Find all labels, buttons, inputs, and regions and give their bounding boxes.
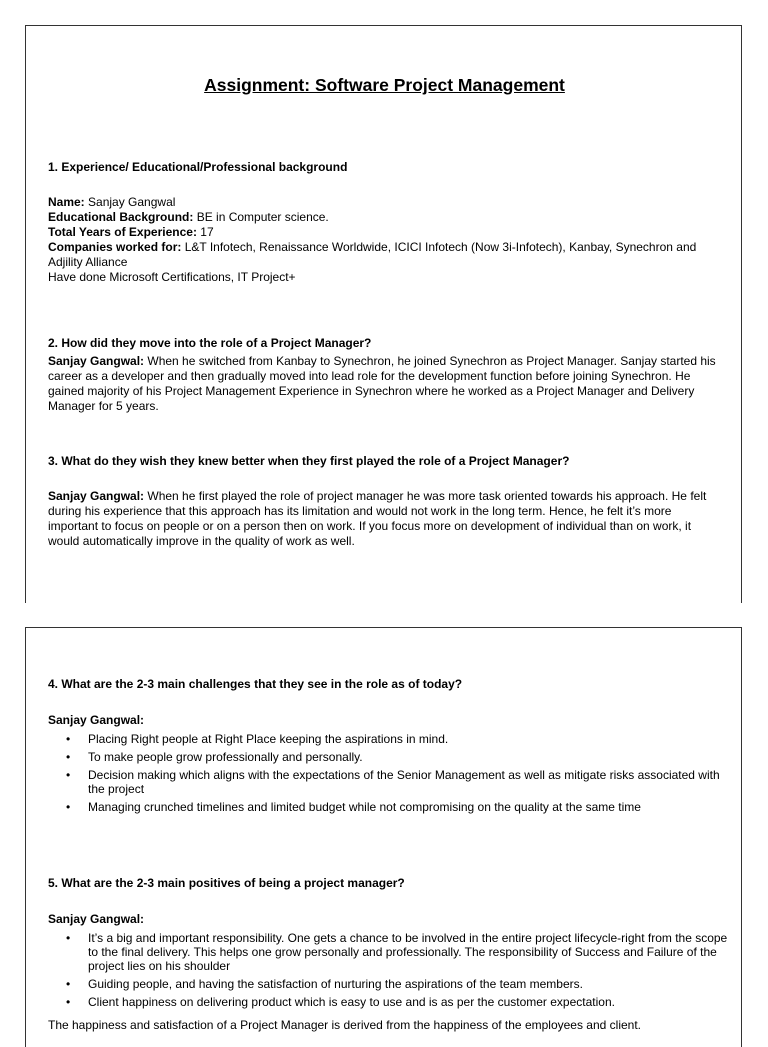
education-value: BE in Computer science. [193,210,329,224]
experience-line: Total Years of Experience: 17 [48,225,214,239]
page-gap [0,603,768,627]
section-4-list [48,732,728,818]
section-1-heading: 1. Experience/ Educational/Professional background [48,160,348,174]
list-item: • Managing crunched timelines and limited budget while not compromising on the quality at the same time [48,800,728,814]
certifications-line: Have done Microsoft Certifications, IT Project+ [48,270,296,284]
section-2-heading: 2. How did they move into the role of a Project Manager? [48,336,372,350]
section-5-speaker: Sanjay Gangwal: [48,912,145,926]
name-line: Name: Sanjay Gangwal [48,195,176,209]
name-value: Sanjay Gangwal [84,195,176,209]
document-page-1 [25,25,742,603]
companies-value: L&T Infotech, Renaissance Worldwide, ICICI Infotech (Now 3i-Infotech), Kanbay, Synechron and Adjility Alliance [48,240,697,269]
section-5-heading: 5. What are the 2-3 main positives of being a project manager? [48,876,405,890]
companies-line: Companies worked for: L&T Infotech, Renaissance Worldwide, ICICI Infotech (Now 3i-Infotech), Kanbay, Synechron and Adjility Alliance [48,240,697,269]
section-1-details [48,195,723,285]
section-3-heading: 3. What do they wish they knew better when they first played the role of a Project Manager? [48,454,570,468]
experience-value: 17 [196,225,214,239]
list-item: • It’s a big and important responsibility. One gets a chance to be involved in the entire project lifecycle-right from the scope to the final delivery. This helps one grow personally and professionally. The responsibility of Success and Failure of the project lies on his shoulder [48,931,728,973]
list-item: • To make people grow professionally and personally. [48,750,728,764]
section-3-answer: Sanjay Gangwal: When he first played the role of project manager he was more task oriented towards his approach. He felt during his experience that this approach has its limitation and would not work in the long term. Hence, he felt it’s more important to focus on people or on a person then on work. If you focus more on development of individual than on work, it would automatically improve in the quality of work as well. [48,489,707,548]
section-5-list [48,931,728,1013]
section-4-heading: 4. What are the 2-3 main challenges that they see in the role as of today? [48,677,463,691]
education-line: Educational Background: BE in Computer science. [48,210,329,224]
list-item: • Client happiness on delivering product which is easy to use and is as per the customer expectation. [48,995,728,1009]
document-title: Assignment: Software Project Management [204,75,565,95]
list-item: • Decision making which aligns with the expectations of the Senior Management as well as mitigate risks associated with the project [48,768,728,796]
list-item: • Placing Right people at Right Place keeping the aspirations in mind. [48,732,728,746]
document-page-2 [25,627,742,1047]
section-4-speaker: Sanjay Gangwal: [48,713,145,727]
section-5-closing: The happiness and satisfaction of a Project Manager is derived from the happiness of the employees and client. [48,1018,642,1032]
section-2-answer: Sanjay Gangwal: When he switched from Kanbay to Synechron, he joined Synechron as Project Manager. Sanjay started his career as a developer and then gradually moved into lead role for the development function before joining Synechron. He gained majority of his Project Management Experience in Synechron where he worked as a Project Manager and Delivery Manager for 5 years. [48,354,716,413]
list-item: • Guiding people, and having the satisfaction of nurturing the aspirations of the team members. [48,977,728,991]
